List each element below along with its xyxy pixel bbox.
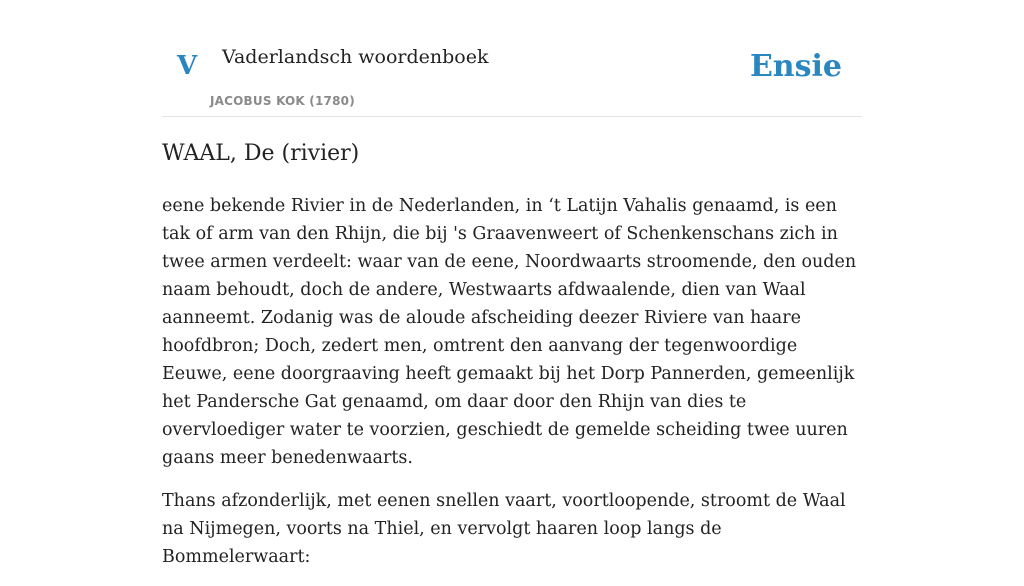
entry-paragraph: eene bekende Rivier in de Nederlanden, in ‘t Latijn Vahalis genaamd, is een tak of arm van den Rhijn, die bij 's Graavenweert of Schenkenschans zich in twee armen verdeelt: waar van de eene, Noordwaarts stroomende, den ouden naam behoudt, doch de andere, Westwaarts afdwaalende, dien van Waal aanneemt. Zodanig was de aloude afscheiding deezer Riviere van haare hoofdbron; Doch, zedert men, omtrent den aanvang der tegenwoordige Eeuwe, eene doorgraaving heeft gemaakt bij het Dorp Pannerden, gemeenlijk het Pandersche Gat genaamd, om daar door den Rhijn van dies te overvloediger water te voorzien, geschiedt de gemelde scheiding twee uuren gaans meer benedenwaarts.: [162, 196, 857, 468]
entry-paragraph: Thans afzonderlijk, met eenen snellen vaart, voortloopende, stroomt de Waal na Nijmegen, voorts na Thiel, en vervolgt haaren loop langs de Bommelerwaart:: [162, 491, 846, 567]
book-author: JACOBUS KOK (1780): [210, 94, 355, 108]
entry-content: [162, 192, 862, 586]
ensie-logo-link[interactable]: Ensie: [749, 49, 842, 84]
book-title-link[interactable]: Vaderlandsch woordenboek: [222, 46, 489, 68]
entry-title: WAAL, De (rivier): [162, 141, 360, 166]
book-logo[interactable]: V: [177, 51, 198, 81]
page-header: [162, 0, 862, 117]
